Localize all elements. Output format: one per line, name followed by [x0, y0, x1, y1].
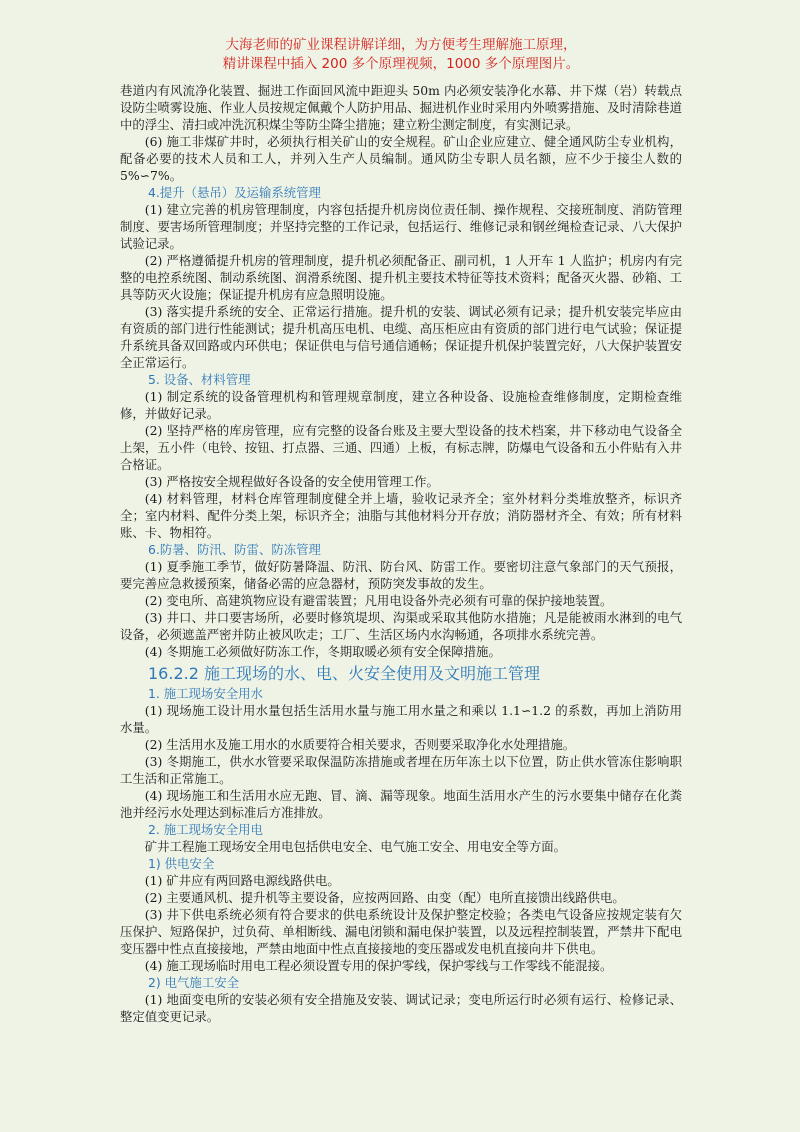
paragraph: (1) 地面变电所的安装必须有安全措施及安装、调试记录；变电所运行时必须有运行、检修记录、整定值变更记录。: [120, 992, 682, 1024]
subsection-heading: 5. 设备、材料管理: [148, 372, 251, 387]
paragraph: (4) 冬期施工必须做好防冻工作，冬期取暖必须有安全保障措施。: [144, 644, 501, 659]
paragraph: (3) 落实提升系统的安全、正常运行措施。提升机的安装、调试必须有记录；提升机安装完毕应由有资质的部门进行性能测试；提升机高压电机、电缆、高压柜应由有资质的部门进行电气试验；保证提升系统具备双回路或内环供电；保证供电与信号通信通畅；保证提升机保护装置完好，八大保护装置安全正常运行。: [120, 304, 682, 370]
paragraph: (2) 严格遵循提升机房的管理制度，提升机必须配备正、副司机，1 人开车 1 人监护；机房内有完整的电控系统图、制动系统图、润滑系统图、提升机主要技术特征等技术资料；配备灭火器、砂箱、工具等防灭火设施；保证提升机房有应急照明设施。: [120, 253, 682, 302]
paragraph: (3) 井口、井口要害场所，必要时修筑堤坝、沟渠或采取其他防水措施；凡是能被雨水淋到的电气设备，必须遮盖严密并防止被风吹走；工厂、生活区场内水沟畅通，各项排水系统完善。: [120, 610, 682, 642]
paragraph: (2) 生活用水及施工用水的水质要符合相关要求，否则要采取净化水处理措施。: [144, 737, 576, 752]
paragraph: (1) 现场施工设计用水量包括生活用水量与施工用水量之和乘以 1.1∽1.2 的系数，再加上消防用水量。: [120, 703, 682, 735]
subsection-heading: 2. 施工现场安全用电: [148, 822, 263, 837]
paragraph: (2) 主要通风机、提升机等主要设备，应按两回路、由变（配）电所直接馈出线路供电。: [144, 890, 625, 905]
paragraph: (4) 材料管理，材料仓库管理制度健全并上墙，验收记录齐全；室外材料分类堆放整齐，标识齐全；室内材料、配件分类上架，标识齐全；油脂与其他材料分开存放；消防器材齐全、有效；所有材料账、卡、物相符。: [120, 491, 682, 540]
paragraph: (1) 矿井应有两回路电源线路供电。: [144, 873, 340, 888]
paragraph: (1) 建立完善的机房管理制度，内容包括提升机房岗位责任制、操作规程、交接班制度、消防管理制度、要害场所管理制度；并坚持完整的工作记录，包括运行、维修记录和钢丝绳检查记录、八大保护试验记录。: [120, 202, 682, 251]
paragraph: (1) 夏季施工季节，做好防暑降温、防汛、防台风、防雷工作。要密切注意气象部门的天气预报，要完善应急救援预案，储备必需的应急器材，预防突发事故的发生。: [120, 559, 682, 591]
paragraph: (2) 坚持严格的库房管理，应有完整的设备台账及主要大型设备的技术档案，井下移动电气设备全上架，五小件（电铃、按钮、打点器、三通、四通）上板，有标志牌，防爆电气设备和五小件贴有入井合格证。: [120, 423, 682, 472]
subsection-heading: 1) 供电安全: [148, 856, 215, 871]
paragraph: (4) 施工现场临时用电工程必须设置专用的保护零线，保护零线与工作零线不能混接。: [144, 958, 613, 973]
banner-line-2: 精讲课程中插入 200 多个原理视频，1000 多个原理图片。: [222, 56, 580, 72]
paragraph: (4) 现场施工和生活用水应无跑、冒、滴、漏等现象。地面生活用水产生的污水要集中储存在化粪池并经污水处理达到标准后方准排放。: [120, 788, 682, 820]
promo-banner: [120, 0, 682, 74]
paragraph: (3) 严格按安全规程做好各设备的安全使用管理工作。: [144, 474, 439, 489]
subsection-heading: 1. 施工现场安全用水: [148, 686, 263, 701]
subsection-heading: 2) 电气施工安全: [148, 975, 239, 990]
paragraph: 矿井工程施工现场安全用电包括供电安全、电气施工安全、用电安全等方面。: [144, 839, 567, 854]
subsection-heading: 4.提升（悬吊）及运输系统管理: [148, 185, 321, 200]
banner-line-1: 大海老师的矿业课程讲解详细，为方便考生理解施工原理，: [225, 37, 577, 53]
paragraph: (2) 变电所、高建筑物应设有避雷装置；凡用电设备外壳必须有可靠的保护接地装置。: [144, 593, 613, 608]
document-body: [120, 82, 682, 1025]
section-heading: 16.2.2 施工现场的水、电、火安全使用及文明施工管理: [148, 664, 540, 683]
paragraph: (3) 冬期施工，供水水管要采取保温防冻措施或者埋在历年冻土以下位置，防止供水管冻住影响职工生活和正常施工。: [120, 754, 682, 786]
paragraph: (6) 施工非煤矿井时，必须执行相关矿山的安全规程。矿山企业应建立、健全通风防尘专业机构，配备必要的技术人员和工人，并列入生产人员编制。通风防尘专职人员名额，应不少于接尘人数的 5%∽7%。: [120, 134, 682, 183]
subsection-heading: 6.防暑、防汛、防雷、防冻管理: [148, 542, 321, 557]
paragraph: (3) 井下供电系统必须有符合要求的供电系统设计及保护整定校验；各类电气设备应按规定装有欠压保护、短路保护，过负荷、单相断线、漏电闭锁和漏电保护装置，以及远程控制装置，严禁井下配电变压器中性点直接接地，严禁由地面中性点直接接地的变压器或发电机直接向井下供电。: [120, 907, 682, 956]
paragraph: (1) 制定系统的设备管理机构和管理规章制度，建立各种设备、设施检查维修制度，定期检查维修，并做好记录。: [120, 389, 682, 421]
paragraph: 巷道内有风流净化装置、掘进工作面回风流中距迎头 50m 内必须安装净化水幕、井下煤（岩）转载点设防尘喷雾设施、作业人员按规定佩戴个人防护用品、掘进机作业时采用内外喷雾措施、及时清除巷道中的浮尘、清扫或冲洗沉积煤尘等防尘降尘措施；建立粉尘测定制度，有实测记录。: [120, 83, 682, 132]
